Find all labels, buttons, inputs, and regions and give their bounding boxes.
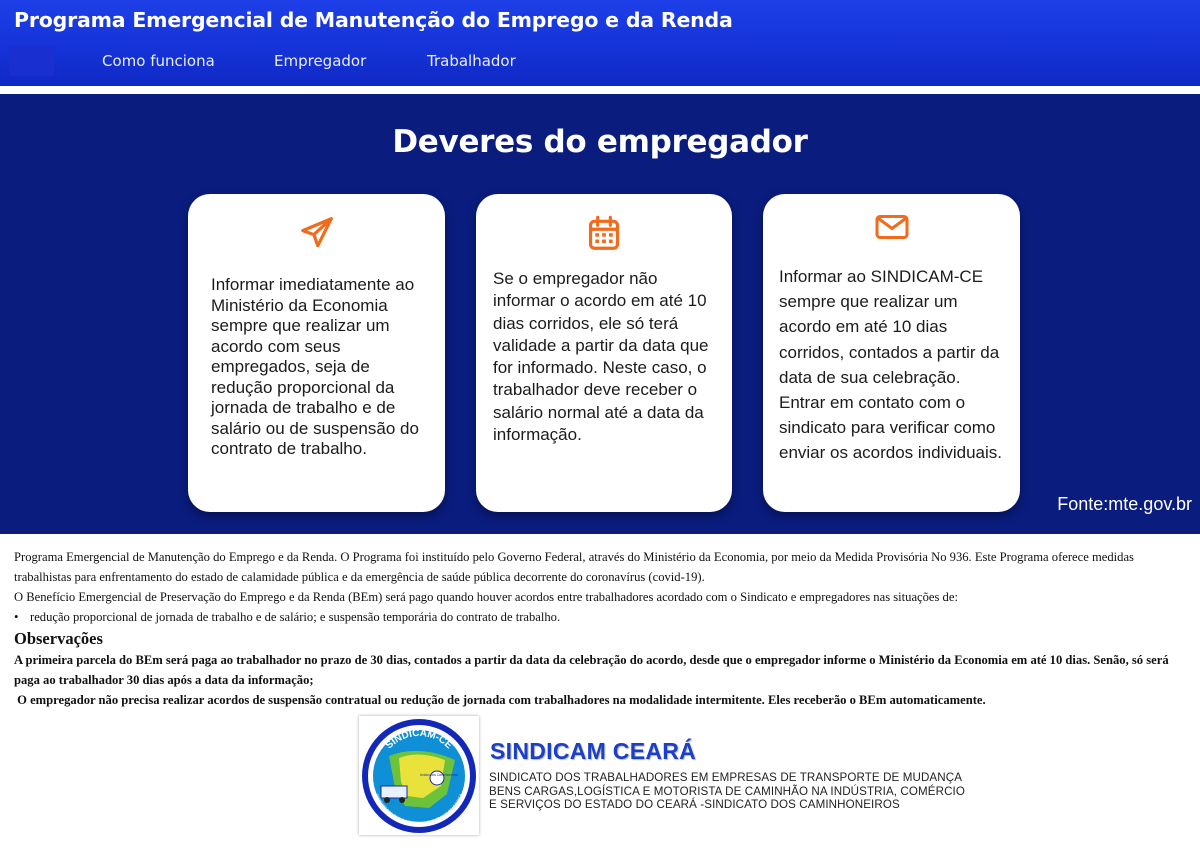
site-title: Programa Emergencial de Manutenção do Emprego e da Renda (14, 8, 733, 32)
svg-text:Unidos dos Caminhoneiros: Unidos dos Caminhoneiros (419, 773, 459, 777)
org-description-line: SINDICATO DOS TRABALHADORES EM EMPRESAS DE TRANSPORTE DE MUDANÇA (489, 771, 963, 784)
duty-card-3-text: Informar ao SINDICAM-CE sempre que realizar um acordo em até 10 dias corridos, contados a partir da data de sua celebração. Entrar em contato com o sindicato para verificar como enviar os acordos individuais. (779, 267, 1003, 463)
header-divider (0, 86, 1200, 94)
observations-heading: Observações (14, 629, 103, 648)
nav-como-funciona[interactable]: Como funciona (102, 52, 215, 70)
bullet-marker: • (14, 610, 19, 624)
duty-card-3 (763, 194, 1020, 512)
org-description-line: BENS CARGAS,LOGÍSTICA E MOTORISTA DE CAMINHÃO NA INDÚSTRIA, COMÉRCIO (489, 784, 965, 798)
duty-card-1 (188, 194, 445, 512)
section-title: Deveres do empregador (392, 124, 808, 160)
envelope-icon (763, 212, 1020, 242)
site-header (0, 0, 1200, 86)
description-paragraph-2: O Benefício Emergencial de Preservação do Emprego e da Renda (BEm) será pago quando houver acordos entre trabalhadores acordado com o Sindicato e empregadores nas situações de: (14, 590, 958, 604)
list-item (14, 607, 1186, 627)
duties-section (0, 94, 1200, 534)
observation-2: O empregador não precisa realizar acordos de suspensão contratual ou redução de jornada com trabalhadores na modalidade intermitente. Eles receberão o BEm automaticamente. (14, 693, 986, 707)
org-description-line: E SERVIÇOS DO ESTADO DO CEARÁ -SINDICATO DOS CAMINHONEIROS (489, 798, 900, 811)
bullet-text: redução proporcional de jornada de trabalho e de salário; e suspensão temporária do contrato de trabalho. (30, 610, 561, 624)
program-description (14, 547, 1186, 710)
svg-text:SINDICAM-CE: SINDICAM-CE (383, 727, 455, 752)
nav-home-button[interactable] (9, 46, 54, 76)
nav-trabalhador[interactable]: Trabalhador (427, 52, 516, 70)
duty-card-2 (476, 194, 732, 512)
duty-card-1-text: Informar imediatamente ao Ministério da Economia sempre que realizar um acordo com seus empregados, seja de redução proporcional da jornada de trabalho e de salário ou de suspensão do contrato de trabalho. (211, 275, 419, 458)
sindicam-logo (359, 716, 479, 835)
org-name: SINDICAM CEARÁ (490, 738, 697, 764)
org-description (489, 771, 999, 812)
observation-1: A primeira parcela do BEm será paga ao trabalhador no prazo de 30 dias, contados a partir da data da celebração do acordo, desde que o empregador informe o Ministério da Economia em até 10 dias. Senão, só será paga ao trabalhador 30 dias após a data da informação; (14, 653, 1169, 687)
description-paragraph-1: Programa Emergencial de Manutenção do Emprego e da Renda. O Programa foi instituído pelo Governo Federal, através do Ministério da Economia, por meio da Medida Provisória No 936. Este Programa oferece medidas trabalhistas para enfrentamento do estado de calamidade pública e da emergência de saúde pública decorrente do coronavírus (covid-19). (14, 550, 1134, 584)
calendar-icon (476, 214, 732, 254)
nav-empregador[interactable]: Empregador (274, 52, 367, 70)
paper-plane-icon (188, 214, 445, 252)
source-credit: Fonte:mte.gov.br (1057, 494, 1192, 514)
duty-card-2-text: Se o empregador não informar o acordo em até 10 dias corridos, ele só terá validade a partir da data que for informado. Neste caso, o trabalhador deve receber o salário normal até a data da informação. (493, 269, 709, 445)
svg-text:SINDICATO DOS TRABALHADORES EM: SINDICATO DOS TRABALHADORES EM EMP. TRANSP. DE MUDANÇA (374, 793, 464, 825)
